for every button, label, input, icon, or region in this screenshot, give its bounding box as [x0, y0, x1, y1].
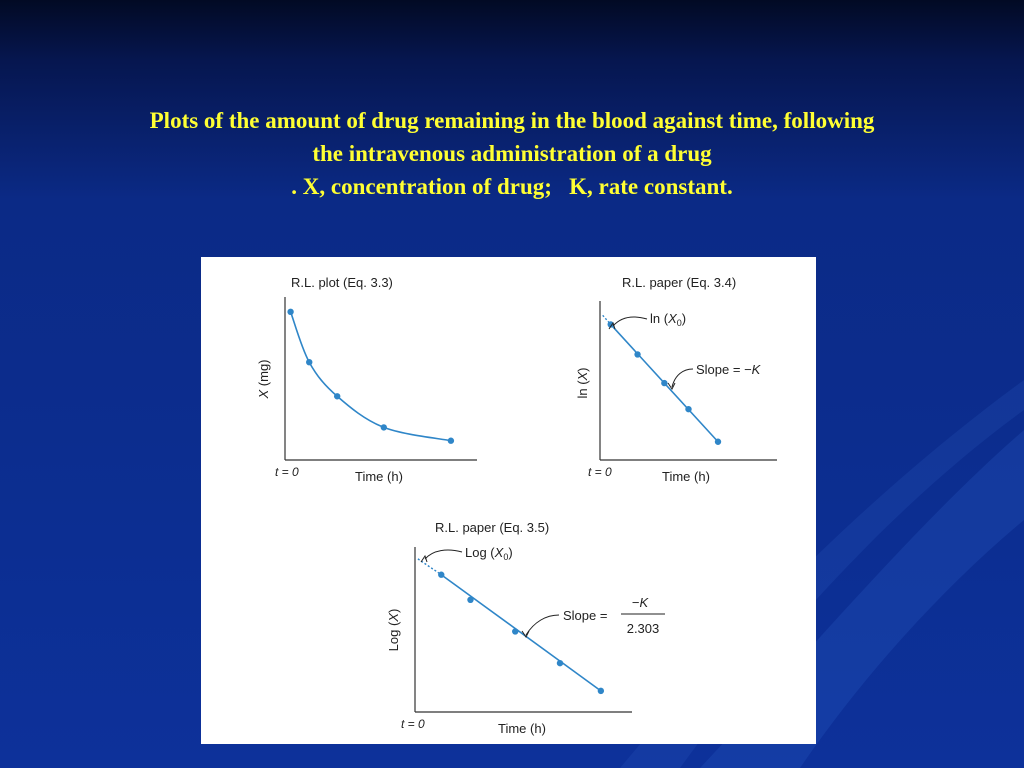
chart-3-title: R.L. paper (Eq. 3.5) — [435, 520, 550, 535]
chart-2-title: R.L. paper (Eq. 3.4) — [622, 275, 737, 290]
title-line-2: the intravenous administration of a drug — [312, 141, 712, 166]
chart-2-point-2 — [634, 351, 640, 357]
chart-3-point-4 — [557, 660, 563, 666]
chart-1-ylabel — [256, 359, 271, 399]
chart-2-intercept-arrow — [613, 317, 647, 326]
chart-3-point-1 — [438, 572, 444, 578]
chart-1-point-5 — [448, 438, 454, 444]
chart-1-ylabel-var: X — [256, 389, 271, 399]
chart-1-points — [287, 309, 454, 444]
chart-1-point-3 — [334, 393, 340, 399]
chart-3-fit-line — [441, 575, 601, 691]
chart-3-ylabel: Log (X) — [386, 608, 401, 652]
figure-svg — [201, 257, 816, 744]
chart-1-point-2 — [306, 359, 312, 365]
chart-1-title: R.L. plot (Eq. 3.3) — [291, 275, 393, 290]
chart-3 — [386, 520, 665, 736]
chart-1-series-curve — [291, 312, 451, 441]
chart-2-slope-label: Slope = −K — [696, 362, 761, 377]
chart-2-xlabel: Time (h) — [662, 469, 710, 484]
chart-3-intercept-arrowhead — [421, 556, 427, 562]
chart-2-ylabel-var: X — [575, 371, 590, 381]
chart-2-intercept-label: $\ln (X_0)$ — [650, 311, 687, 328]
title-line-1: Plots of the amount of drug remaining in the blood against time, following — [149, 108, 875, 133]
chart-3-point-5 — [598, 688, 604, 694]
chart-2 — [575, 275, 777, 484]
chart-3-point-3 — [512, 628, 518, 634]
chart-3-slope-label: Slope = — [563, 608, 608, 623]
chart-2-point-4 — [685, 406, 691, 412]
chart-3-xlabel: Time (h) — [498, 721, 546, 736]
chart-1-ylabel-unit: (mg) — [256, 359, 271, 390]
chart-3-intercept-arrow — [425, 550, 462, 559]
chart-3-slope-arrow — [526, 615, 559, 635]
figure-panel — [201, 257, 816, 744]
chart-3-intercept-label: Log $(X_0)$ — [465, 545, 513, 562]
chart-1 — [256, 275, 477, 484]
chart-1-origin-label: t = 0 — [275, 465, 299, 479]
chart-1-point-1 — [287, 309, 293, 315]
chart-3-point-2 — [467, 597, 473, 603]
chart-2-point-3 — [661, 380, 667, 386]
chart-3-slope-denominator: 2.303 — [626, 621, 660, 636]
slide-title — [40, 104, 984, 203]
title-line-3: . X, concentration of drug; K, rate constant. — [291, 174, 733, 199]
chart-2-origin-label: t = 0 — [588, 465, 612, 479]
chart-2-point-5 — [715, 439, 721, 445]
chart-1-point-4 — [381, 424, 387, 430]
chart-1-xlabel: Time (h) — [355, 469, 403, 484]
chart-3-slope-numerator: −K — [631, 595, 649, 610]
chart-2-slope-arrow — [672, 369, 693, 387]
chart-2-ylabel: ln (X) — [575, 367, 590, 399]
chart-3-origin-label: t = 0 — [401, 717, 425, 731]
chart-3-ylabel-var: X — [386, 613, 401, 622]
